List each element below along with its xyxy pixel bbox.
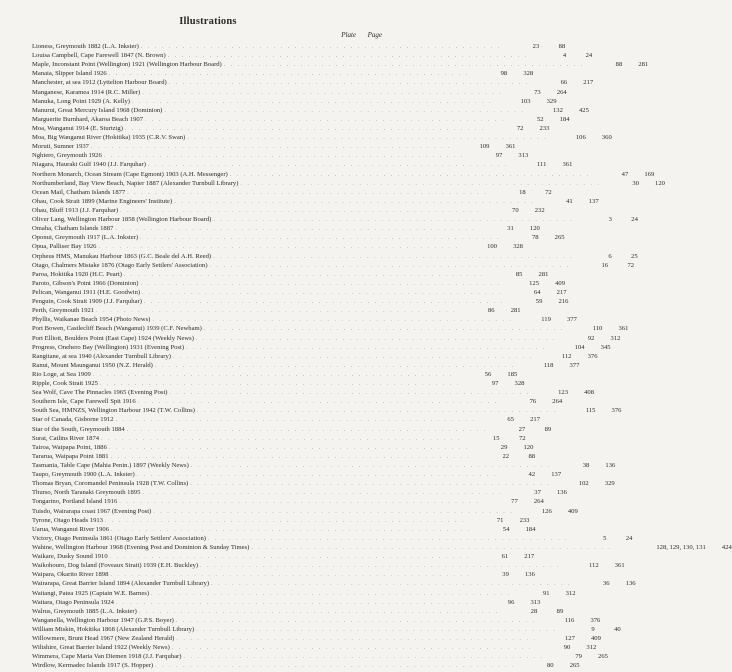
page-number: 329 [604,480,615,488]
page-number: 88 [528,452,536,460]
plate-number: 3 [608,216,612,224]
list-item [32,97,557,106]
page-number: 89 [556,607,564,615]
page-number: 264 [556,88,567,96]
illustration-caption: Pelican, Wanganui 1911 (H.E. Goodwin) [32,288,141,296]
plate-number: 27 [518,425,526,433]
list-item [32,315,577,324]
page-title: Illustrations [179,16,237,27]
illustration-caption: South Sea, HMNZS, Wellington Harbour 1942 (T.W. Collins) [32,407,195,415]
illustration-caption: Perth, Greymouth 1921 [32,307,95,315]
plate-number: 73 [534,88,541,96]
illustration-caption: Moa, Wanganui 1914 (E. Sturtzig) [32,124,123,132]
illustration-caption: Northern Monarch, Ocean Stream (Cape Egmont) 1903 (A.H. Messenger) [32,170,228,178]
illustration-caption: Ranui, Mount Maunganui 1950 (N.Z. Herald) [32,361,153,369]
page-number: 40 [614,626,621,633]
plate-number: 127 [564,635,575,643]
illustration-caption: Tyrone, Otago Heads 1913 [32,516,103,524]
illustration-caption: Thomas Bryan, Coromandel Peninsula 1928 (T.W. Collins) [32,480,189,488]
plate-number: 16 [601,261,609,269]
list-item [32,179,665,188]
plate-number: 123 [558,389,568,397]
page-number: 169 [644,170,655,178]
page-number: 136 [524,571,535,579]
list-item [32,78,594,87]
list-item [32,352,598,361]
illustration-caption: Taupo, Greymouth 1900 (L.A. Inkster) [32,471,135,479]
illustration-caption: Otago, Chalmers Mistake 1876 (Otago Early Settlers' Association) [32,261,208,269]
page-number: 217 [524,553,535,561]
illustration-caption: Paroa, Hokitika 1920 (H.C. Peart) [32,270,122,278]
page-number: 24 [631,216,638,224]
illustration-caption: Sea Wolf, Cave The Pinnacles 1965 (Evening Post) [32,389,168,397]
plate-number: 54 [502,525,510,533]
list-item [32,643,597,652]
page-number: 233 [539,124,550,132]
list-item [32,461,616,470]
page-number: 409 [590,635,601,643]
plate-number: 79 [575,653,582,661]
illustration-caption: Waipara, Okarito River 1898 [32,571,109,579]
illustration-caption: Rangitane, at sea 1940 (Alexander Turnbull Library) [32,352,171,360]
illustration-caption: Louisa Campbell, Cape Farewell 1847 (N. Brown) [32,52,166,60]
plate-number: 78 [531,234,539,242]
illustration-caption: Opua, Palliser Bay 1926 [32,243,97,251]
plate-number: 29 [500,443,508,451]
list-item [32,60,649,69]
page-number: 264 [552,398,563,406]
list-item [32,142,516,151]
list-item [32,224,540,233]
plate-number: 104 [574,343,585,351]
list-item [32,443,534,452]
plate-number: 86 [488,307,495,315]
illustration-caption: Tararua, Waipapa Point 1881 [32,452,109,460]
illustration-caption: Niagara, Hauraki Gulf 1940 (J.J. Farquhar) [32,161,146,169]
page-number: 120 [523,443,534,451]
illustration-caption: Waikohouro, Dog Island (Foveaux Strait) 1939 (E.H. Buckley) [32,562,199,570]
list-item [32,434,526,443]
illustration-caption: Wirdlow, Kermadec Islands 1917 (S. Hopper) [32,662,154,670]
list-item [32,51,593,60]
plate-number: 59 [535,298,543,306]
list-item [32,133,612,142]
page-number: 185 [507,370,518,378]
page-number: 264 [533,498,544,506]
illustration-caption: Willowmere, Brunt Head 1967 (New Zealand Herald) [32,635,175,643]
illustration-caption: Manurui, Great Mercury Island 1968 (Dominion) [32,106,163,114]
page-number: 184 [525,525,536,533]
list-item [32,598,541,607]
illustration-caption: Wimmera, Cape Maria Van Diemen 1918 (J.J. Farquhar) [32,653,182,661]
list-item [32,88,567,97]
list-item [32,634,601,643]
column-headers [32,31,384,42]
list-item [32,552,535,561]
illustration-caption: Omaha, Chatham Islands 1887 [32,225,114,233]
page-number: 89 [544,425,552,433]
illustration-caption: Waitangi, Patea 1925 (Captain W.E. Barnes) [32,589,150,597]
page-number: 409 [555,279,566,287]
illustration-caption: Rio Loge, at Sea 1909 [32,370,91,378]
plate-number: 6 [608,252,612,260]
page-number: 424 [721,544,732,552]
list-item [32,170,655,179]
plate-number: 110 [592,325,603,333]
illustration-caption: Tuisdo, Wairarapa coast 1967 (Evening Post) [32,507,152,515]
page-number: 184 [559,115,570,123]
list-item [32,488,567,497]
illustration-caption: Wairarapa, Great Barrier Island 1894 (Alexander Turnbull Library) [32,580,210,588]
page-number: 361 [614,562,625,570]
list-item [32,306,521,315]
list-item [32,570,535,579]
page-number: 328 [514,380,525,388]
illustration-caption: Moruti, Sumner 1937 [32,143,89,151]
illustration-caption: Waikare, Dusky Sound 1910 [32,553,108,561]
illustration-caption: Wahine, Wellington Harbour 1968 (Evening Post and Dominion & Sunday Times) [32,544,250,552]
plate-number: 92 [587,334,595,342]
list-item [32,115,570,124]
list-item [32,406,622,415]
plate-number: 96 [507,598,515,606]
plate-number: 38 [582,462,590,470]
page-number: 360 [601,134,612,142]
plate-number: 56 [484,370,492,378]
illustration-caption: Progress, Onehero Bay (Wellington) 1931 (Evening Post) [32,343,185,351]
page-number: 376 [611,407,622,415]
plate-number: 102 [578,480,589,488]
page-number: 24 [585,52,593,60]
illustration-caption: Lioness, Greymouth 1882 (L.A. Inkster) [32,43,139,50]
page-number: 72 [627,261,635,269]
illustration-caption: Tongarino, Portland Island 1916 [32,498,118,506]
list-item [32,69,534,78]
list-item [32,388,594,397]
plate-number: 23 [532,43,540,50]
illustration-caption: Port Elliott, Boulders Point (East Cape) 1924 (Weekly News) [32,334,194,342]
plate-number: 30 [632,179,639,187]
page-number: 24 [625,534,633,542]
page-number: 377 [567,316,577,324]
page-number: 313 [530,598,541,606]
illustration-caption: Oliver Lang, Wellington Harbour 1858 (Wellington Harbour Board) [32,216,212,224]
list-item [32,261,635,270]
page-number: 329 [546,97,557,105]
illustration-caption: Port Bowen, Castlecliff Beach (Wanganui) 1939 (C.F. Newham) [32,325,202,333]
page-number: 265 [569,662,580,670]
illustration-caption: Tairoa, Waipapa Point, 1886 [32,443,107,451]
page-number: 232 [534,206,545,214]
illustration-caption: Manuka, Long Point 1929 (A. Kelly) [32,97,130,105]
page-number: 72 [518,434,526,442]
page-number: 88 [558,43,566,50]
plate-number: 66 [560,79,568,87]
plate-number: 71 [496,516,504,524]
list-item [32,661,580,670]
page-number: 361 [505,143,516,151]
illustration-caption: Ohau, Bluff 1913 (J.J. Farquhar) [32,206,119,214]
page-number: 72 [545,188,552,196]
plate-number: 42 [528,471,536,479]
illustration-caption: Manganese, Karamea 1914 (R.C. Miller) [32,88,141,96]
plate-number: 28 [530,607,538,615]
page-number: 137 [588,197,599,205]
page-number: 376 [587,352,598,360]
list-item [32,324,629,333]
plate-number: 115 [585,407,596,415]
list-item [32,370,518,379]
plate-number: 80 [546,662,554,670]
page-number: 281 [510,307,521,315]
illustration-caption: Star of Canada, Gisborne 1912 [32,416,114,424]
page-number: 25 [631,252,638,260]
plate-number: 116 [564,616,575,624]
list-item [32,188,552,197]
list-item [32,625,621,634]
page-number: 120 [529,225,540,233]
page-number: 281 [638,61,649,69]
list-item [32,361,580,370]
illustration-caption: Penguin, Cook Strait 1909 (J.J. Farquhar) [32,298,142,306]
list-item [32,151,529,160]
list-item [32,652,608,661]
plate-number: 125 [529,279,540,287]
page-number: 136 [625,580,636,588]
list-item [32,197,599,206]
plate-number: 103 [520,97,531,105]
page-number: 233 [519,516,530,524]
list-item [32,470,562,479]
page-number: 120 [655,179,665,187]
plate-number: 31 [507,225,514,233]
list-item [32,42,566,51]
illustration-caption: Wiltshire, Great Barrier Island 1922 (Weekly News) [32,644,170,652]
plate-number: 88 [615,61,623,69]
plate-number: 119 [541,316,551,324]
list-item [32,252,638,261]
plate-number: 22 [502,452,510,460]
plate-number: 91 [542,589,550,597]
plate-number: 61 [501,553,509,561]
list-item [32,507,578,516]
plate-number: 132 [553,106,563,114]
list-item [32,279,566,288]
page-number: 217 [530,416,540,424]
illustration-caption: Southern Isle, Cape Farewell Spit 1916 [32,398,136,406]
plate-number: 72 [516,124,524,132]
illustration-caption: William Miskin, Hokitika 1868 (Alexander Turnbull Library) [32,626,195,633]
illustration-caption: Maple, Inconstant Point (Wellington) 1921 (Wellington Harbour Board) [32,61,222,69]
list-item [32,452,536,461]
page-number: 217 [556,288,567,296]
plate-column-header: Plate [341,31,356,39]
plate-number: 64 [533,288,541,296]
illustration-caption: Orpheus HMS, Manukau Harbour 1863 (G.C. Beale del A.H. Reed) [32,252,212,260]
plate-number: 9 [591,626,595,633]
page-number: 217 [583,79,594,87]
list-item [32,479,615,488]
plate-number: 52 [536,115,544,123]
list-item [32,397,563,406]
dot-leader [155,662,516,671]
page-number: 216 [558,298,569,306]
plate-number: 15 [492,434,500,442]
page-number: 376 [590,616,601,624]
page-number: 265 [598,653,608,661]
plate-number: 36 [602,580,610,588]
plate-number: 5 [603,534,607,542]
list-item [32,124,550,133]
list-item [32,215,638,224]
list-item [32,579,636,588]
list-item [32,415,540,424]
plate-number: 126 [541,507,552,515]
list-item [32,616,601,625]
page-column-header: Page [367,31,382,39]
illustrations-list [32,42,732,671]
page-number: 312 [565,589,576,597]
illustration-caption: Uarua, Wanganui River 1906 [32,525,109,533]
plate-number: 106 [575,134,586,142]
page-number: 312 [586,644,597,652]
illustration-caption: Waitara, Otago Peninsula 1924 [32,598,114,606]
list-item [32,343,611,352]
page-number: 328 [513,243,523,251]
plate-number: 118 [543,361,554,369]
illustration-caption: Star of the South, Greymouth 1884 [32,425,125,433]
illustration-caption: Phyllis, Waikanae Beach 1954 (Photo News) [32,316,151,324]
page-number: 345 [600,343,611,351]
page-number: 408 [584,389,594,397]
illustration-caption: Victory, Otago Peninsula 1861 (Otago Early Settlers' Association) [32,534,206,542]
list-item [32,425,552,434]
plate-number: 85 [515,270,523,278]
page-number: 312 [610,334,621,342]
plate-number: 98 [500,70,508,78]
plate-number: 109 [479,143,490,151]
list-item [32,242,523,251]
illustration-caption: Marguerite Burnhard, Akaroa Beach 1907 [32,115,144,123]
list-item [32,379,525,388]
plate-number: 112 [561,352,572,360]
plate-number: 39 [502,571,509,579]
page-number: 361 [562,161,573,169]
plate-number: 37 [534,489,541,497]
plate-number: 97 [495,152,503,160]
plate-number: 4 [562,52,567,60]
illustration-caption: Paroto, Gibson's Point 1966 (Dominion) [32,279,139,287]
list-item [32,288,567,297]
plate-number: 112 [588,562,599,570]
plate-number: 65 [507,416,514,424]
list-item [32,543,732,552]
plate-number: 77 [511,498,518,506]
page-number: 313 [518,152,529,160]
plate-number: 47 [621,170,629,178]
illustration-caption: Ripple, Cook Strait 1925 [32,380,98,388]
page-number: 409 [567,507,578,515]
list-item [32,206,545,215]
list-item [32,525,536,534]
list-item [32,297,569,306]
illustration-caption: Manaia, Slipper Island 1926 [32,70,107,78]
plate-number: 100 [487,243,497,251]
page-number: 137 [551,471,562,479]
page-number: 136 [605,462,616,470]
plate-number: 128, 129, 130, 131 [656,544,706,552]
page-number: 328 [523,70,534,78]
list-item [32,270,549,279]
page-number: 425 [579,106,589,114]
illustration-caption: Walrus, Greymouth 1885 (L.A. Inkster) [32,607,137,615]
list-item [32,516,530,525]
page-number: 377 [569,361,580,369]
list-item [32,160,573,169]
page-number: 265 [554,234,565,242]
illustration-caption: Tasmania, Table Cape (Mahia Penin.) 1897 (Weekly News) [32,462,189,470]
plate-number: 70 [512,206,519,214]
page-number: 281 [538,270,549,278]
illustration-caption: Northumberland, Bay View Beach, Napier 1887 (Alexander Turnbull Library) [32,179,239,187]
list-item [32,497,544,506]
list-item [32,334,621,343]
page-number: 361 [618,325,629,333]
list-item [32,589,576,598]
illustration-caption: Wanganella, Wellington Harbour 1947 (G.P.S. Boyer) [32,616,174,624]
plate-number: 76 [529,398,537,406]
page-number: 136 [556,489,567,497]
plate-number: 111 [536,161,547,169]
list-item [32,607,564,616]
illustration-caption: Ohau, Cook Strait 1899 (Marine Engineers' Institute) [32,197,173,205]
illustration-caption: Nghiero, Greymouth 1926 [32,152,102,160]
illustration-caption: Ocean Mail, Chatham Islands 1877 [32,188,126,196]
plate-number: 18 [519,188,526,196]
list-item [32,106,589,115]
list-item [32,233,565,242]
illustration-caption: Manchester, at sea 1912 (Lyttelton Harbour Board) [32,79,167,87]
illustration-caption: Thurso, North Taranaki Greymouth 1895 [32,489,141,497]
plate-number: 41 [566,197,573,205]
illustration-caption: Surat, Catlins River 1874 [32,434,100,442]
list-item [32,561,625,570]
illustration-caption: Oponui, Greymouth 1917 (L.A. Inkster) [32,234,139,242]
plate-number: 90 [563,644,571,652]
list-item [32,534,633,543]
plate-number: 97 [491,380,499,388]
illustration-caption: Moa, Big Wanganui River (Hokitika) 1935 (C.R.V. Swan) [32,134,186,142]
